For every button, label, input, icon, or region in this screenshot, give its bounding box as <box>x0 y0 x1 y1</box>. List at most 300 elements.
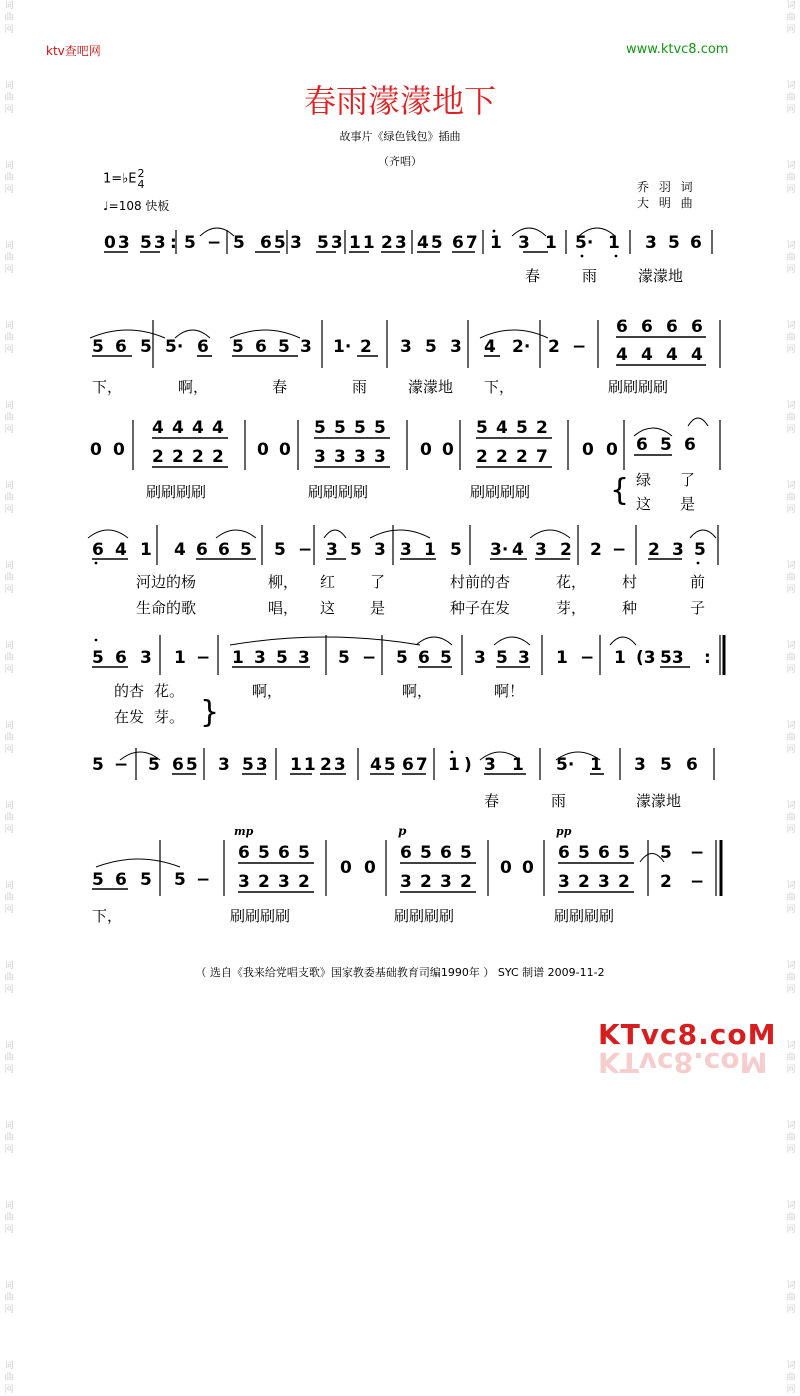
note: 65 <box>260 233 288 253</box>
side-watermark-text: 词 曲 网 <box>4 961 14 995</box>
note: 1 <box>512 755 524 775</box>
note: 1 <box>545 233 557 253</box>
note: 0 <box>606 440 618 460</box>
lyric: 在发 <box>114 708 145 726</box>
note: 0 <box>257 440 269 460</box>
side-watermark-text: 词 曲 网 <box>786 721 796 755</box>
note: 2 <box>496 447 508 467</box>
note: − <box>207 233 222 253</box>
note: 3 <box>672 540 684 560</box>
note: 6 <box>690 233 702 253</box>
note: 3 <box>535 540 547 560</box>
note: 0 <box>522 858 534 878</box>
side-watermark-text: 词 曲 网 <box>4 1121 14 1155</box>
note: 6 <box>238 843 250 863</box>
note: 6 <box>218 540 230 560</box>
bracket: ) <box>464 755 472 775</box>
side-watermark-text: 词 曲 网 <box>4 881 14 915</box>
note: 4 <box>666 345 678 365</box>
song-subtitle: 故事片《绿色钱包》插曲 <box>339 130 461 143</box>
side-watermark-text: 词 曲 网 <box>4 481 14 515</box>
lyric: 春 <box>525 267 541 285</box>
note: 3 <box>645 233 657 253</box>
note: 5 <box>140 337 152 357</box>
lyric: 是 <box>680 495 696 513</box>
lyric: 雨 <box>551 792 567 810</box>
slur <box>530 530 570 538</box>
note: 6 <box>92 540 104 560</box>
note: 0 <box>90 440 102 460</box>
lyric: 刷刷刷刷 <box>308 483 369 501</box>
note: − <box>690 872 705 892</box>
lyric: 芽。 <box>154 708 185 726</box>
side-watermark-text: 词 曲 网 <box>786 801 796 835</box>
note: 1 <box>556 648 568 668</box>
note: 3 <box>278 872 290 892</box>
verse-brace: } <box>200 695 220 730</box>
side-watermark-text: 词 曲 网 <box>4 161 14 195</box>
note: 0 <box>442 440 454 460</box>
note: 3 <box>300 337 312 357</box>
note: 6 <box>278 843 290 863</box>
side-watermark-text: 词 曲 网 <box>786 641 796 675</box>
note: 2 <box>258 872 270 892</box>
note: 6 <box>666 317 678 337</box>
side-watermark-text: 词 曲 网 <box>4 1201 14 1235</box>
note: − <box>612 540 627 560</box>
note: 5 <box>92 870 104 890</box>
note: 0 <box>420 440 432 460</box>
note: 5 <box>450 540 462 560</box>
lyric: 濛濛地 <box>638 267 684 285</box>
note: 2 <box>648 540 660 560</box>
note: 1 <box>174 648 186 668</box>
lyric: 刷刷刷刷 <box>230 907 291 925</box>
note: 45 <box>417 233 445 253</box>
lyric: 啊， <box>178 378 209 396</box>
dynamic-marking: p <box>398 824 407 838</box>
note: 2 <box>578 872 590 892</box>
lyric: 春 <box>272 378 288 396</box>
note: 2 <box>548 337 560 357</box>
tempo-marking: ♩=108 快板 <box>103 199 170 213</box>
side-watermark-text: 词 曲 网 <box>4 241 14 275</box>
note: 5 <box>314 418 326 438</box>
side-watermark-text: 词 曲 网 <box>786 1121 796 1155</box>
note: 6 <box>115 870 127 890</box>
note: 2 <box>420 872 432 892</box>
lyric: 子 <box>690 599 706 617</box>
octave-dot <box>95 639 98 642</box>
side-watermark-text: 词 曲 网 <box>786 1 796 35</box>
note: 3 <box>518 648 530 668</box>
note: 4 <box>115 540 127 560</box>
side-watermark-text: 词 曲 网 <box>786 1361 796 1395</box>
note: 2 <box>172 447 184 467</box>
lyric: 啊！ <box>494 682 525 700</box>
note: 3 <box>558 872 570 892</box>
note: 6 <box>255 337 267 357</box>
note: 2 <box>360 337 372 357</box>
note: 5 <box>184 233 196 253</box>
note: 3 <box>440 872 452 892</box>
note: 3· <box>490 540 509 560</box>
lyric: 芽， <box>556 599 587 617</box>
lyric: 春 <box>484 792 500 810</box>
note: 5 <box>496 648 508 668</box>
lyric: 啊， <box>402 682 433 700</box>
note: 03 <box>104 233 132 253</box>
note: 6 <box>684 435 696 455</box>
note: 5 <box>660 843 672 863</box>
side-watermark-text: 词 曲 网 <box>4 1361 14 1395</box>
side-watermark-text: 词 曲 网 <box>786 881 796 915</box>
lyric: 下， <box>92 378 123 396</box>
note: − <box>114 755 129 775</box>
note: 5 <box>660 435 672 455</box>
note: 5 <box>460 843 472 863</box>
side-watermark-text: 词 曲 网 <box>786 401 796 435</box>
note: 6 <box>691 317 703 337</box>
site-watermark-right[interactable]: www.ktvc8.com <box>626 42 729 57</box>
note: 0 <box>500 858 512 878</box>
lyric: 的杏 <box>114 682 145 700</box>
slur <box>88 530 128 538</box>
note: 5 <box>92 337 104 357</box>
octave-dot <box>581 255 584 258</box>
lyric: 了 <box>370 573 386 591</box>
note: 0 <box>113 440 125 460</box>
note: 6 <box>636 435 648 455</box>
note: 4 <box>174 540 186 560</box>
lyric: 柳， <box>268 573 299 591</box>
time-top: 2 <box>137 167 145 180</box>
lyric: 下， <box>92 907 123 925</box>
note: 0 <box>582 440 594 460</box>
note: 2 <box>298 872 310 892</box>
note: 5 <box>233 233 245 253</box>
note: 6 <box>558 843 570 863</box>
lyric: 这 <box>636 495 652 513</box>
side-watermark-text: 词 曲 网 <box>786 961 796 995</box>
octave-dot <box>95 562 98 565</box>
note: 5 <box>420 843 432 863</box>
note: 2 <box>152 447 164 467</box>
note: 3 <box>298 648 310 668</box>
note: 45 <box>370 755 398 775</box>
note: 6 <box>400 843 412 863</box>
note: 4 <box>152 418 164 438</box>
lyric: 下， <box>484 378 515 396</box>
note: 3 <box>334 447 346 467</box>
lyric: 刷刷刷刷 <box>470 483 531 501</box>
note: 5 <box>668 233 680 253</box>
note: 5 <box>232 337 244 357</box>
note: 5 <box>334 418 346 438</box>
note: 3 <box>634 755 646 775</box>
note: 53 <box>660 648 684 668</box>
lyric: 刷刷刷刷 <box>146 483 207 501</box>
note: 5· <box>556 755 575 775</box>
octave-dot <box>451 751 454 754</box>
note: 1 <box>232 648 244 668</box>
note: 2 <box>618 872 630 892</box>
lyric: 村 <box>622 573 638 591</box>
note: 6 <box>686 755 698 775</box>
note: 67 <box>452 233 480 253</box>
note: 5 <box>278 337 290 357</box>
composer-credit: 大 明 曲 <box>637 196 696 210</box>
slur <box>688 418 708 426</box>
note: 1 <box>140 540 152 560</box>
lyric: 濛濛地 <box>636 792 682 810</box>
note: 3 <box>354 447 366 467</box>
song-title: 春雨濛濛地下 <box>303 82 496 120</box>
lyric: 绿 <box>636 471 652 489</box>
note: 2 <box>590 540 602 560</box>
lyric: 生命的歌 <box>136 599 197 617</box>
side-watermark-text: 词 曲 网 <box>786 321 796 355</box>
note: 5 <box>354 418 366 438</box>
note: 2 <box>460 872 472 892</box>
note: − <box>196 870 211 890</box>
note: (3 <box>636 648 656 668</box>
note: 6 <box>641 317 653 337</box>
note: 5 <box>338 648 350 668</box>
note: 3 <box>474 648 486 668</box>
side-watermark-text: 词 曲 网 <box>786 161 796 195</box>
note: 4 <box>172 418 184 438</box>
slur <box>216 530 256 538</box>
side-watermark-text: 词 曲 网 <box>786 1281 796 1315</box>
note: 0 <box>340 858 352 878</box>
note: 5 <box>148 755 160 775</box>
site-watermark-left[interactable]: ktv查吧网 <box>46 44 101 58</box>
note: 53 <box>140 233 168 253</box>
note: 3 <box>400 337 412 357</box>
note: 11 <box>290 755 318 775</box>
note: − <box>362 648 377 668</box>
note: 5 <box>396 648 408 668</box>
dynamic-marking: pp <box>556 825 572 838</box>
note: 6 <box>418 648 430 668</box>
note: 2 <box>536 418 548 438</box>
source-footer: （ 选自《我来给党唱支歌》国家教委基础教育司编1990年 ） SYC 制谱 2009-11-2 <box>195 966 605 979</box>
side-watermark-text: 词 曲 网 <box>4 1 14 35</box>
side-watermark-text: 词 曲 网 <box>4 1281 14 1315</box>
note: 5 <box>440 648 452 668</box>
note: 3 <box>140 648 152 668</box>
note: 5 <box>240 540 252 560</box>
side-watermark-text: 词 曲 网 <box>786 481 796 515</box>
note: 5· <box>165 337 184 357</box>
note: 6 <box>616 317 628 337</box>
note: 4 <box>484 337 496 357</box>
lyric: 村前的杏 <box>450 573 511 591</box>
octave-dot <box>493 230 496 233</box>
repeat-sign: : <box>704 648 711 668</box>
note: 1 <box>608 233 620 253</box>
note: 2 <box>212 447 224 467</box>
note: 5 <box>174 870 186 890</box>
note: 4 <box>691 345 703 365</box>
note: 5 <box>274 540 286 560</box>
lyricist-credit: 乔 羽 词 <box>637 180 696 194</box>
note: 2 <box>660 872 672 892</box>
note: 4 <box>512 540 524 560</box>
slur <box>610 637 636 645</box>
lyric: 这 <box>320 599 336 617</box>
note: 5 <box>516 418 528 438</box>
note: 5 <box>694 540 706 560</box>
note: 3 <box>218 755 230 775</box>
note: 5· <box>575 233 594 253</box>
lyric: 河边的杨 <box>136 573 197 591</box>
note: 53 <box>242 755 270 775</box>
side-watermark-text: 词 曲 网 <box>4 721 14 755</box>
note: 53 <box>317 233 345 253</box>
side-watermark-text: 词 曲 网 <box>786 81 796 115</box>
lyric: 啊， <box>252 682 283 700</box>
note: 3 <box>314 447 326 467</box>
lyric: 刷刷刷刷 <box>554 907 615 925</box>
note: 3 <box>290 233 302 253</box>
side-watermark-text: 词 曲 网 <box>786 1041 796 1075</box>
lyric: 红 <box>320 573 336 591</box>
side-watermark-text: 词 曲 网 <box>786 561 796 595</box>
note: 65 <box>172 755 200 775</box>
note: 3 <box>400 872 412 892</box>
lyric: 雨 <box>582 267 598 285</box>
note: 6 <box>115 337 127 357</box>
key-label: 1=♭E <box>103 171 137 187</box>
note: − <box>580 648 595 668</box>
logo-reflection: KTvc8.coM <box>598 1046 768 1079</box>
note: 4 <box>496 418 508 438</box>
note: 5 <box>476 418 488 438</box>
octave-dot <box>697 562 700 565</box>
note: 1· <box>333 337 352 357</box>
note: 23 <box>381 233 409 253</box>
note: 3 <box>326 540 338 560</box>
note: 5 <box>140 870 152 890</box>
note: 5 <box>660 755 672 775</box>
note: 4 <box>641 345 653 365</box>
note: 23 <box>320 755 348 775</box>
lyric: 花。 <box>154 682 185 700</box>
note: 11 <box>349 233 377 253</box>
note: 2 <box>516 447 528 467</box>
note: 6 <box>115 648 127 668</box>
note: 4 <box>616 345 628 365</box>
note: 3 <box>400 540 412 560</box>
note: 1 <box>448 755 460 775</box>
note: 1 <box>590 755 602 775</box>
note: 3 <box>374 447 386 467</box>
logo-text: KTvc8.coM <box>598 1018 777 1051</box>
note: 5 <box>258 843 270 863</box>
note: 5 <box>374 418 386 438</box>
note: 3 <box>238 872 250 892</box>
slur <box>230 637 420 645</box>
note: − <box>690 843 705 863</box>
slur <box>324 530 346 538</box>
lyric: 花， <box>556 573 587 591</box>
note: 2 <box>560 540 572 560</box>
note: 5 <box>92 755 104 775</box>
note: − <box>298 540 313 560</box>
note: 6 <box>598 843 610 863</box>
side-watermark-text: 词 曲 网 <box>4 801 14 835</box>
dynamic-marking: mp <box>234 825 254 838</box>
note: 4 <box>192 418 204 438</box>
side-watermark-text: 词 曲 网 <box>786 1201 796 1235</box>
lyric: 前 <box>690 573 706 591</box>
lyric: 唱， <box>268 599 299 617</box>
note: 5 <box>425 337 437 357</box>
note: 5 <box>578 843 590 863</box>
note: 5 <box>618 843 630 863</box>
note: 2 <box>192 447 204 467</box>
note: 7 <box>536 447 548 467</box>
lyric: 濛濛地 <box>408 378 454 396</box>
note: − <box>572 337 587 357</box>
slur <box>416 637 452 645</box>
side-watermark-text: 词 曲 网 <box>4 561 14 595</box>
note: 67 <box>402 755 430 775</box>
side-watermark-text: 词 曲 网 <box>4 1041 14 1075</box>
note: − <box>196 648 211 668</box>
slur <box>96 859 180 867</box>
note: 5 <box>298 843 310 863</box>
note: 1 <box>424 540 436 560</box>
side-watermark-text: 词 曲 网 <box>4 81 14 115</box>
note: 1 <box>490 233 502 253</box>
slur <box>690 530 716 538</box>
note: 3 <box>484 755 496 775</box>
lyric: 刷刷刷刷 <box>608 378 669 396</box>
note: 2 <box>476 447 488 467</box>
note: 6 <box>197 337 209 357</box>
note: 1 <box>614 648 626 668</box>
note: 6 <box>196 540 208 560</box>
ktvc8-logo[interactable] <box>598 1018 777 1080</box>
voice-marking: （齐唱） <box>378 155 422 168</box>
lyric: 种子在发 <box>450 599 511 617</box>
lyric: 了 <box>680 471 696 489</box>
octave-dot <box>615 255 618 258</box>
note: 4 <box>212 418 224 438</box>
note: 0 <box>279 440 291 460</box>
lyric: 刷刷刷刷 <box>394 907 455 925</box>
note: 0 <box>364 858 376 878</box>
side-watermark-text: 词 曲 网 <box>4 321 14 355</box>
slur <box>370 530 430 538</box>
time-bottom: 4 <box>137 178 145 191</box>
note: 3 <box>518 233 530 253</box>
note: 6 <box>440 843 452 863</box>
repeat-sign: : <box>170 233 177 253</box>
note: 5 <box>350 540 362 560</box>
verse-brace: { <box>610 473 630 508</box>
note: 3 <box>598 872 610 892</box>
side-watermark-text: 词 曲 网 <box>4 401 14 435</box>
note: 3 <box>374 540 386 560</box>
note: 3 <box>450 337 462 357</box>
note: 2· <box>512 337 531 357</box>
note: 5 <box>92 648 104 668</box>
side-watermark-text: 词 曲 网 <box>786 241 796 275</box>
